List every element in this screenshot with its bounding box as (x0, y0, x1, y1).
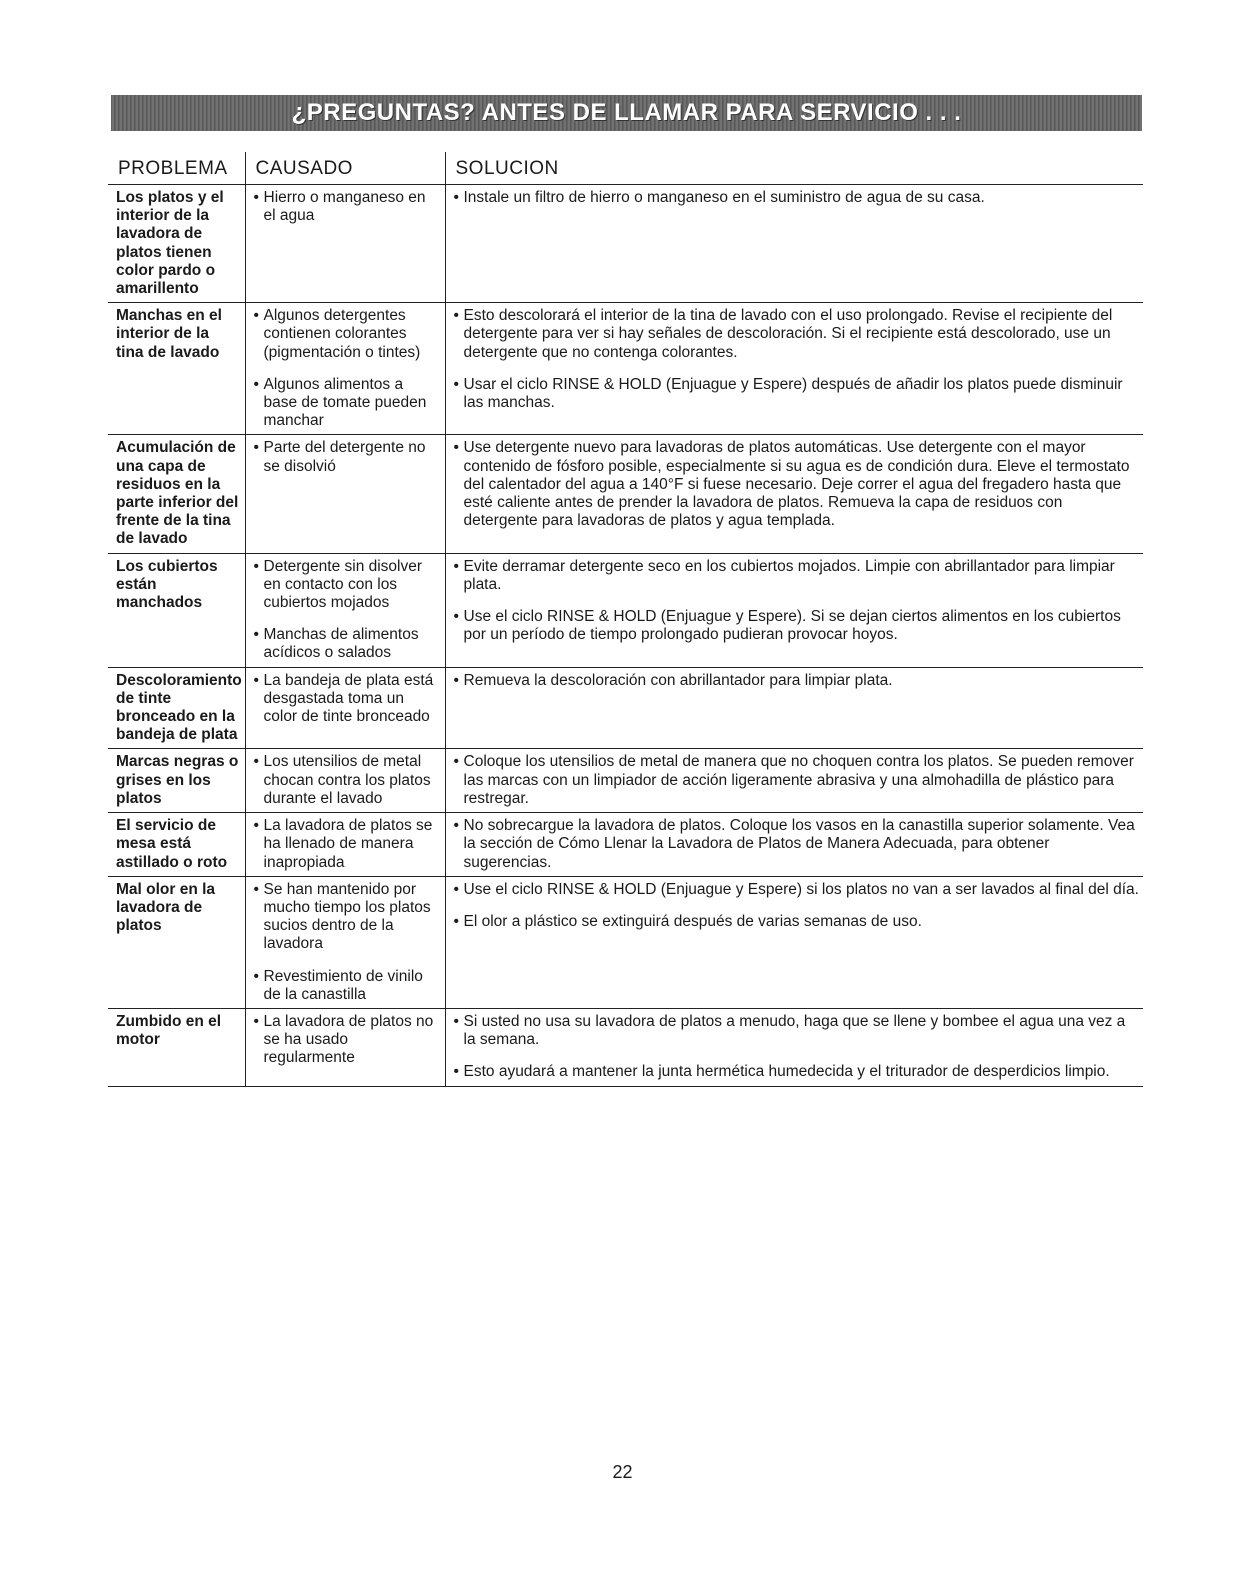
table-row (108, 435, 1143, 553)
solution-item (454, 1063, 1140, 1081)
cause-cell (245, 749, 445, 813)
table-body (108, 185, 1143, 1087)
cause-item (254, 558, 441, 613)
solution-cell (445, 1008, 1143, 1086)
cause-item (254, 1013, 441, 1068)
solution-cell (445, 667, 1143, 749)
page-number: 22 (612, 1462, 633, 1482)
header-problema: PROBLEMA (108, 152, 245, 185)
solution-text: Use el ciclo RINSE & HOLD (Enjuague y Espere) si los platos no van a ser lavados al final del día. (463, 880, 1139, 898)
cause-item (254, 881, 441, 954)
solution-item (454, 376, 1140, 412)
solution-item (454, 189, 1140, 207)
bullet-icon: • (453, 817, 459, 835)
problem-cell: Los platos y el interior de la lavadora de platos tienen color pardo o amarillento (108, 185, 245, 303)
solution-item (454, 913, 1140, 931)
solution-text: No sobrecargue la lavadora de platos. Coloque los vasos en la canastilla superior solamente. Vea la sección de Cómo Llenar la Lavadora de Platos de Manera Adecuada, para obtener sugerencias. (463, 817, 1135, 871)
solution-text: Evite derramar detergente seco en los cubiertos mojados. Limpie con abrillantador para limpiar plata. (463, 557, 1115, 593)
bullet-icon: • (453, 1063, 459, 1081)
bullet-icon: • (253, 1012, 259, 1030)
cause-cell (245, 1008, 445, 1086)
solution-text: Use detergente nuevo para lavadoras de platos automáticas. Use detergente con el mayor contenido de fósforo posible, especialmente si su agua es de condición dura. Eleve el termostato del calentador del agua a 140°F si fuese necesario. Deje correr el agua del fregadero hasta que esté caliente antes de prender la lavadora de platos. Remueva la capa de residuos con detergente para lavadoras de platos y agua templada. (463, 439, 1130, 530)
cause-item (254, 817, 441, 872)
problem-cell: El servicio de mesa está astillado o roto (108, 813, 245, 877)
solution-item (454, 439, 1140, 530)
bullet-icon: • (253, 307, 259, 325)
problem-cell: Descoloramiento de tinte bronceado en la bandeja de plata (108, 667, 245, 749)
problem-cell: Mal olor en la lavadora de platos (108, 876, 245, 1008)
problem-cell: Manchas en el interior de la tina de lavado (108, 303, 245, 435)
solution-item (454, 817, 1140, 872)
cause-text: Revestimiento de vinilo de la canastilla (263, 967, 423, 1003)
bullet-icon: • (253, 880, 259, 898)
cause-item (254, 376, 441, 431)
cause-item (254, 307, 441, 362)
bullet-icon: • (453, 671, 459, 689)
cause-item (254, 968, 441, 1004)
bullet-icon: • (253, 439, 259, 457)
solution-cell (445, 876, 1143, 1008)
solution-item (454, 753, 1140, 808)
troubleshooting-table (108, 152, 1143, 1087)
solution-text: Instale un filtro de hierro o manganeso en el suministro de agua de su casa. (463, 189, 985, 206)
cause-cell (245, 813, 445, 877)
bullet-icon: • (453, 307, 459, 325)
cause-text: La bandeja de plata está desgastada toma un color de tinte bronceado (263, 671, 434, 726)
solution-text: Remueva la descoloración con abrillantador para limpiar plata. (463, 671, 893, 689)
cause-text: La lavadora de platos no se ha usado regularmente (263, 1012, 434, 1067)
table-row (108, 1008, 1143, 1086)
bullet-icon: • (253, 967, 259, 985)
table-row (108, 667, 1143, 749)
bullet-icon: • (453, 375, 459, 393)
bullet-icon: • (253, 817, 259, 835)
solution-text: Use el ciclo RINSE & HOLD (Enjuague y Espere). Si se dejan ciertos alimentos en los cubiertos por un período de tiempo prolongado pudieran provocar hoyos. (463, 608, 1121, 644)
solution-item (454, 608, 1140, 644)
bullet-icon: • (453, 439, 459, 457)
solution-cell (445, 813, 1143, 877)
bullet-icon: • (453, 880, 459, 898)
bullet-icon: • (453, 189, 459, 206)
solution-cell (445, 303, 1143, 435)
cause-item (254, 672, 441, 727)
header-row (108, 152, 1143, 185)
cause-text: Algunos detergentes contienen colorantes (pigmentación o tintes) (263, 307, 421, 361)
bullet-icon: • (253, 189, 259, 206)
bullet-icon: • (453, 557, 459, 575)
page-banner (111, 95, 1142, 131)
bullet-icon: • (253, 375, 259, 393)
solution-item (454, 1013, 1140, 1049)
bullet-icon: • (253, 557, 259, 575)
cause-item (254, 753, 441, 808)
cause-item (254, 626, 441, 662)
bullet-icon: • (253, 753, 259, 771)
problem-cell: Marcas negras o grises en los platos (108, 749, 245, 813)
problem-cell: Los cubiertos están manchados (108, 553, 245, 667)
cause-item (254, 189, 441, 225)
solution-text: El olor a plástico se extinguirá después de varias semanas de uso. (463, 912, 922, 930)
solution-item (454, 558, 1140, 594)
solution-item (454, 307, 1140, 362)
table-row (108, 876, 1143, 1008)
cause-text: Detergente sin disolver en contacto con los cubiertos mojados (263, 557, 423, 612)
solution-cell (445, 185, 1143, 303)
problem-cell: Acumulación de una capa de residuos en la parte inferior del frente de la tina de lavado (108, 435, 245, 553)
table-row (108, 553, 1143, 667)
bullet-icon: • (453, 912, 459, 930)
cause-cell (245, 876, 445, 1008)
problem-cell: Zumbido en el motor (108, 1008, 245, 1086)
cause-text: Parte del detergente no se disolvió (263, 439, 426, 475)
header-causado: CAUSADO (245, 152, 445, 185)
bullet-icon: • (253, 671, 259, 689)
cause-text: Manchas de alimentos acídicos o salados (263, 626, 419, 662)
table-row (108, 749, 1143, 813)
solution-text: Coloque los utensilios de metal de manera que no choquen contra los platos. Se pueden remover las marcas con un limpiador de acción ligeramente abrasiva y una almohadilla de plástico para restregar. (463, 753, 1134, 807)
cause-text: Se han mantenido por mucho tiempo los platos sucios dentro de la lavadora (263, 880, 431, 953)
header-solucion: SOLUCION (445, 152, 1143, 185)
solution-text: Si usted no usa su lavadora de platos a menudo, haga que se llene y bombee el agua una vez a la semana. (463, 1012, 1126, 1049)
solution-item (454, 881, 1140, 899)
cause-cell (245, 185, 445, 303)
bullet-icon: • (453, 1012, 459, 1030)
cause-text: Los utensilios de metal chocan contra los platos durante el lavado (263, 753, 431, 807)
table-row (108, 813, 1143, 877)
cause-cell (245, 435, 445, 553)
solution-text: Esto descolorará el interior de la tina de lavado con el uso prolongado. Revise el recipiente del detergente para ver si hay señales de descoloración. Si el recipiente está descolorado, use un detergente que no contenga colorantes. (463, 307, 1113, 361)
table-row (108, 303, 1143, 435)
cause-item (254, 439, 441, 475)
cause-cell (245, 553, 445, 667)
cause-cell (245, 303, 445, 435)
bullet-icon: • (453, 753, 459, 771)
solution-item (454, 672, 1140, 690)
solution-cell (445, 553, 1143, 667)
solution-text: Usar el ciclo RINSE & HOLD (Enjuague y Espere) después de añadir los platos puede disminuir las manchas. (463, 375, 1123, 412)
solution-text: Esto ayudará a mantener la junta hermética humedecida y el triturador de desperdicios limpio. (463, 1063, 1110, 1081)
bullet-icon: • (453, 608, 459, 626)
solution-cell (445, 749, 1143, 813)
bullet-icon: • (253, 626, 259, 644)
banner-title: ¿PREGUNTAS? ANTES DE LLAMAR PARA SERVICIO . . . (291, 99, 962, 126)
cause-cell (245, 667, 445, 749)
cause-text: La lavadora de platos se ha llenado de manera inapropiada (263, 817, 433, 871)
cause-text: Hierro o manganeso en el agua (263, 189, 426, 225)
solution-cell (445, 435, 1143, 553)
cause-text: Algunos alimentos a base de tomate pueden manchar (263, 375, 427, 430)
table-row (108, 185, 1143, 303)
